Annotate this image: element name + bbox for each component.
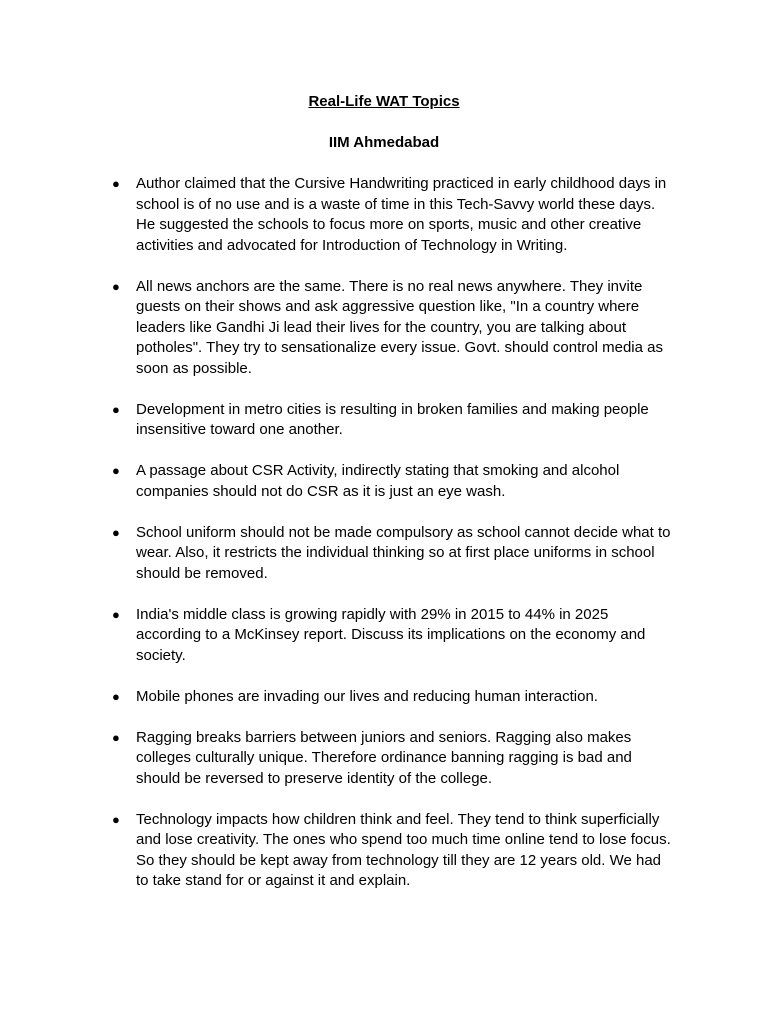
topic-text: India's middle class is growing rapidly with 29% in 2015 to 44% in 2025 according to a McKinsey report. Discuss its implications on the economy and society. [136, 605, 646, 664]
bullet-icon: ● [112, 278, 120, 294]
topic-text: Mobile phones are invading our lives and reducing human interaction. [136, 687, 598, 705]
topic-text: Technology impacts how children think and feel. They tend to think superficially and lose creativity. The ones who spend too much time online tend to lose focus. So they should be kept away from technology till they are 12 years old. We had to take stand for or against it and explain. [136, 810, 671, 889]
topic-item [0, 605, 681, 667]
topic-text: A passage about CSR Activity, indirectly stating that smoking and alcohol companies should not do CSR as it is just an eye wash. [136, 462, 620, 500]
topic-text: Ragging breaks barriers between juniors and seniors. Ragging also makes colleges culturally unique. Therefore ordinance banning ragging is bad and should be reversed to preserve identity of the college. [136, 728, 632, 787]
document-title: Real-Life WAT Topics [308, 93, 460, 110]
bullet-icon: ● [112, 524, 120, 540]
bullet-icon: ● [112, 811, 120, 827]
topic-list [0, 174, 768, 912]
bullet-icon: ● [112, 606, 120, 622]
topic-item [0, 687, 681, 708]
bullet-icon: ● [112, 729, 120, 745]
topic-item [0, 277, 681, 380]
bullet-icon: ● [112, 688, 120, 704]
topic-text: Development in metro cities is resulting in broken families and making people insensitive toward one another. [136, 400, 649, 438]
topic-item [0, 174, 681, 256]
bullet-icon: ● [112, 463, 120, 478]
topic-item [0, 810, 681, 892]
topic-item [0, 400, 681, 441]
topic-item [0, 461, 681, 502]
topic-text: School uniform should not be made compulsory as school cannot decide what to wear. Also, it restricts the individual thinking so at first place uniforms in school should be removed. [136, 523, 671, 582]
topic-item [0, 523, 681, 585]
bullet-icon: ● [112, 401, 120, 417]
document-subtitle: IIM Ahmedabad [328, 134, 440, 151]
topic-text: Author claimed that the Cursive Handwriting practiced in early childhood days in school is of no use and is a waste of time in this Tech-Savvy world these days. He suggested the schools to focus more on sports, music and other creative activities and advocated for Introduction of Technology in Writing. [136, 175, 667, 254]
topic-text: All news anchors are the same. There is no real news anywhere. They invite guests on their shows and ask aggressive question like, "In a country where leaders like Gandhi Ji lead their lives for the country, you are talking about potholes". They try to sensationalize every issue. Govt. should control media as soon as possible. [136, 277, 663, 377]
bullet-icon: ● [112, 176, 120, 191]
topic-item [0, 728, 681, 790]
